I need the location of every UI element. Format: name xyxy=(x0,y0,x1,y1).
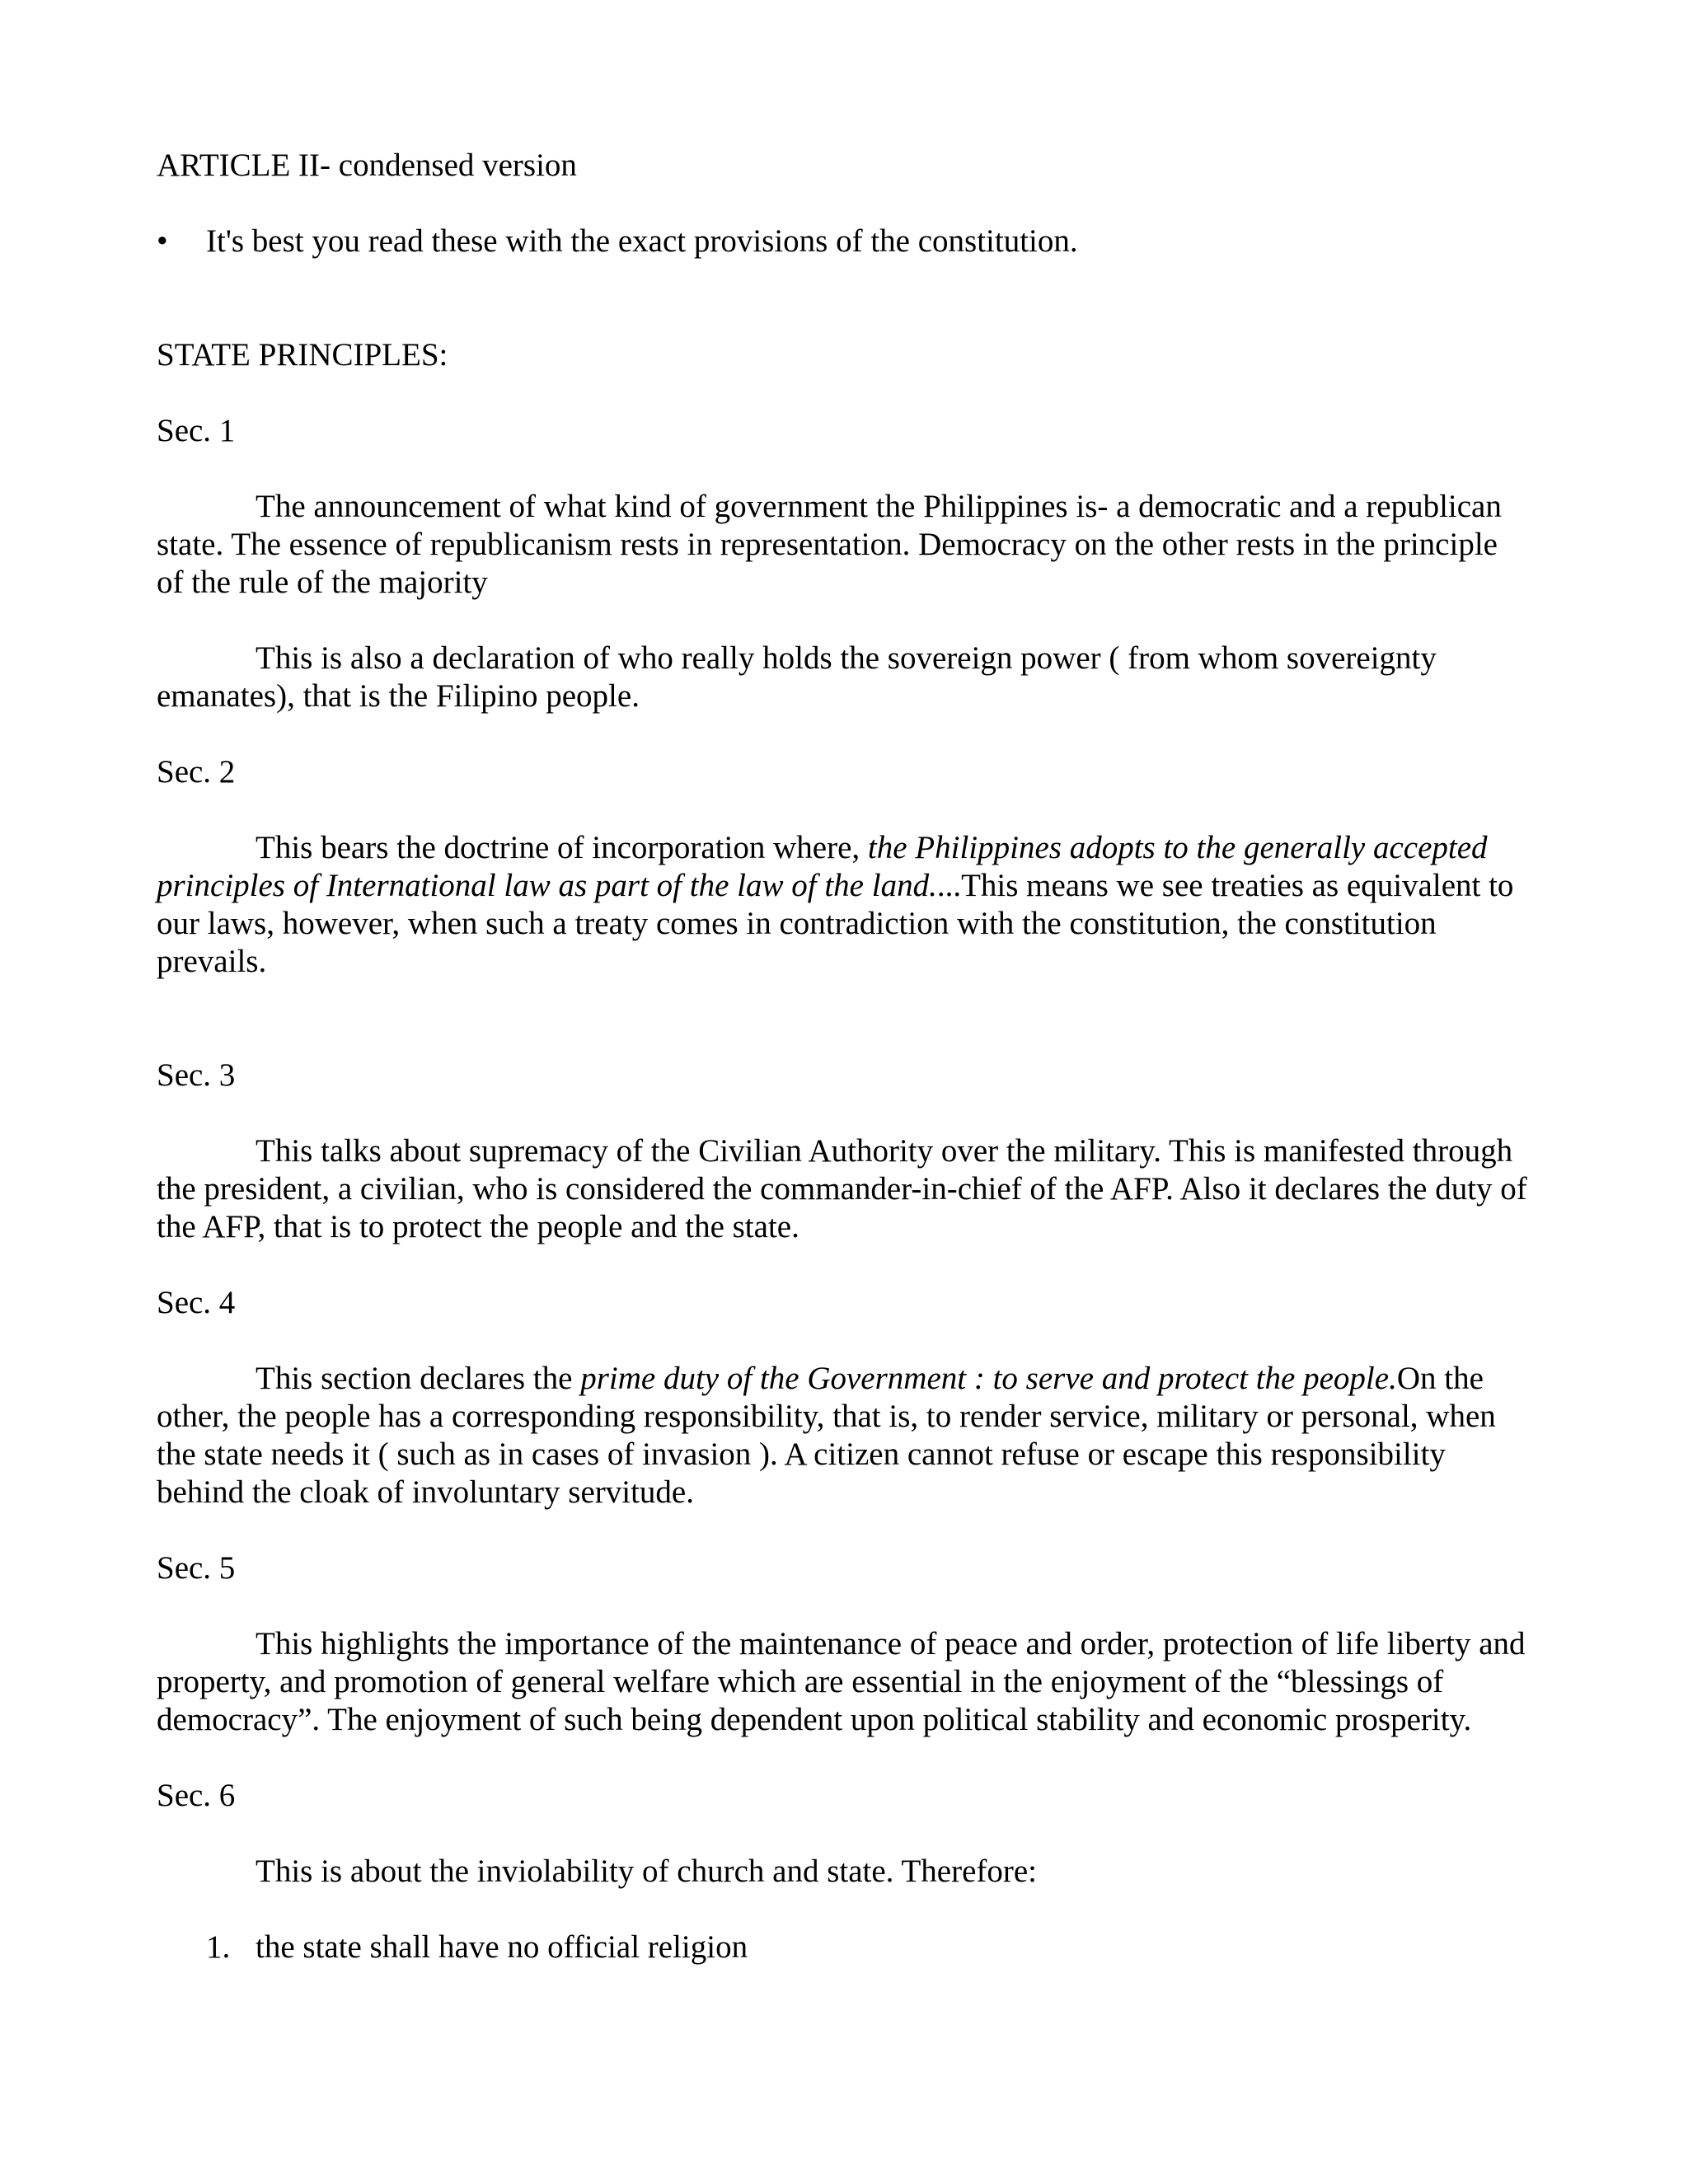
text-run: This bears the doctrine of incorporation where, xyxy=(256,830,868,865)
bullet-list xyxy=(157,223,1529,260)
section-3-paragraph-1 xyxy=(157,1132,1529,1246)
text-run: This is about the inviolability of church and state. Therefore: xyxy=(256,1854,1038,1889)
section-2-paragraph-1 xyxy=(157,829,1529,981)
section-heading-4: Sec. 4 xyxy=(157,1285,236,1320)
section-group-title: STATE PRINCIPLES: xyxy=(157,337,448,373)
text-run: This is also a declaration of who really holds the sovereign power ( from whom sovereignty emanates), that is the Filipino people. xyxy=(157,640,1437,714)
bullet-text: It's best you read these with the exact provisions of the constitution. xyxy=(206,223,1078,259)
list-item-text: the state shall have no official religion xyxy=(256,1929,748,1965)
italic-run: prime duty of the Government : to serve and protect the people. xyxy=(580,1361,1397,1396)
bullet-dot-icon: • xyxy=(157,223,168,259)
section-1-paragraph-2 xyxy=(157,640,1529,715)
document-title: ARTICLE II- condensed version xyxy=(157,148,577,183)
text-run: This highlights the importance of the maintenance of peace and order, protection of life liberty and property, and promotion of general welfare which are essential in the enjoyment of the “blessings of democracy”. The enjoyment of such being dependent upon political stability and economic prosperity. xyxy=(157,1626,1526,1737)
italic-run: the Philippines adopts to the generally accepted principles of International law as part of the law of the land. xyxy=(157,830,1488,903)
section-1-paragraph-1 xyxy=(157,488,1529,602)
text-run: On the other, the people has a corresponding responsibility, that is, to render service, military or personal, when the state needs it ( such as in cases of invasion ). A citizen cannot refuse or escape this responsibility behind the cloak of involuntary servitude. xyxy=(157,1361,1496,1510)
section-4-paragraph-1 xyxy=(157,1360,1529,1511)
section-heading-6: Sec. 6 xyxy=(157,1778,236,1813)
numbered-list-item xyxy=(157,1929,1529,1966)
spacer xyxy=(157,260,1529,336)
text-run: This section declares the xyxy=(256,1361,581,1396)
section-heading-3: Sec. 3 xyxy=(157,1057,236,1093)
section-5-paragraph-1 xyxy=(157,1625,1529,1739)
document-page xyxy=(157,147,1529,1966)
text-run: The announcement of what kind of government the Philippines is- a democratic and a republican state. The essence of republicanism rests in representation. Democracy on the other rests in the principle of the rule of the majority xyxy=(157,489,1502,600)
list-number: 1. xyxy=(206,1929,231,1965)
text-run: This talks about supremacy of the Civilian Authority over the military. This is manifested through the president, a civilian, who is considered the commander-in-chief of the AFP. Also it declares the duty of the AFP, that is to protect the people and the state. xyxy=(157,1133,1527,1244)
section-6-paragraph-1 xyxy=(157,1853,1529,1891)
section-heading-2: Sec. 2 xyxy=(157,754,236,790)
bullet-item xyxy=(157,223,1529,260)
section-heading-5: Sec. 5 xyxy=(157,1550,236,1586)
text-run: ...This means we see treaties as equivalent to our laws, however, when such a treaty comes in contradiction with the constitution, the constitution prevails. xyxy=(157,868,1514,979)
section-heading-1: Sec. 1 xyxy=(157,413,236,448)
